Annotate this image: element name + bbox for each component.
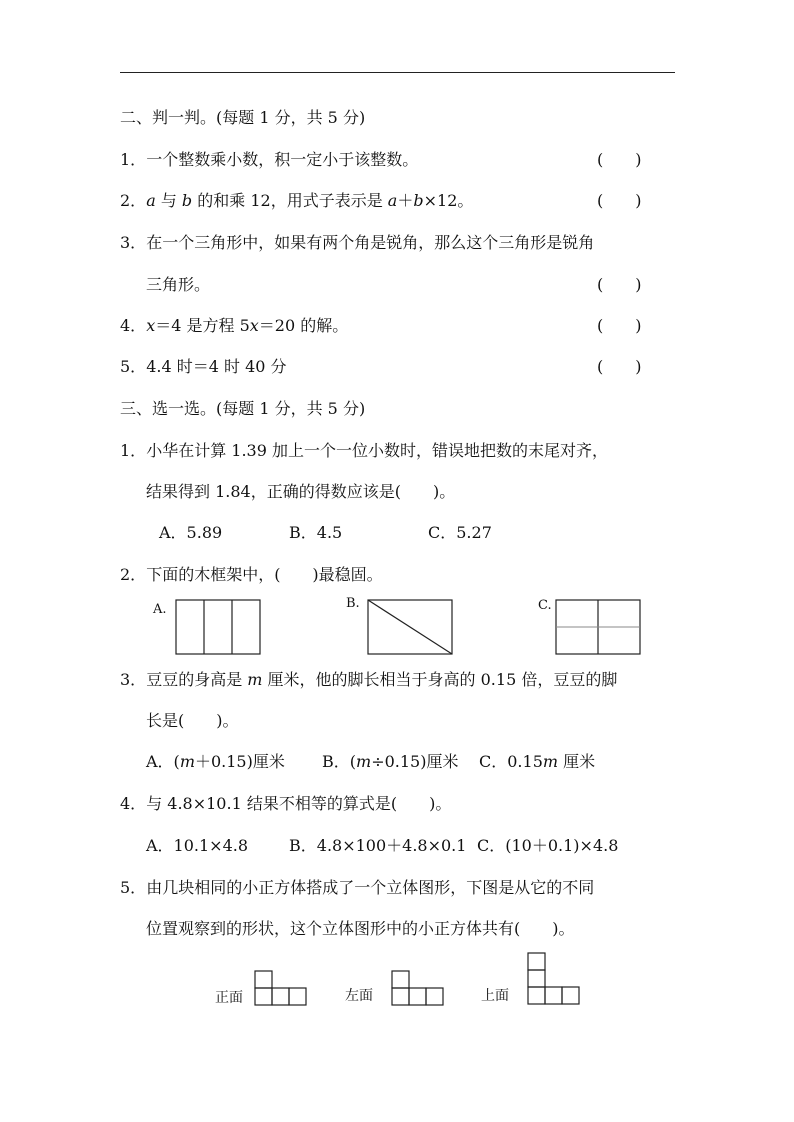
section2-title: 二、判一判。(每题 1 分，共 5 分) [120,108,366,127]
s3-q1-cont: 结果得到 1.84，正确的得数应该是( )。 [146,482,456,501]
option-b[interactable]: B．4.8×100＋4.8×0.1 [289,836,467,855]
option-a[interactable]: A．10.1×4.8 [146,836,249,855]
view-label-left: 左面 [345,988,373,1004]
item-text: ＝20 的解。 [258,316,349,335]
var-b: b [181,191,193,210]
s2-item-3 [120,233,594,253]
option-text: C．0.15 [479,752,543,771]
s2-item-1 [120,150,418,170]
answer-blank-4[interactable]: ( ) [597,316,642,335]
frame-label-a: A. [153,602,167,617]
item-text: ＋ [397,191,414,210]
var-b: b [413,191,424,210]
option-text: B．( [322,752,357,771]
item-text: 一个整数乘小数，积一定小于该整数。 [146,150,419,169]
top-view-figure [527,952,581,1010]
option-text: ＋0.15)厘米 [194,752,285,771]
frame-b-figure[interactable] [367,599,453,655]
item-text: ＝4 是方程 5 [155,316,250,335]
var-a: a [146,191,156,210]
item-number: 5． [120,878,147,897]
option-text: ÷0.15)厘米 [371,752,459,771]
item-number: 1． [120,150,147,169]
view-label-top: 上面 [481,988,509,1004]
item-text: 下面的木框架中，( )最稳固。 [146,565,383,584]
section3-title: 三、选一选。(每题 1 分，共 5 分) [120,399,366,418]
item-number: 3． [120,670,147,689]
var-m: m [542,752,559,771]
front-view-figure [254,970,308,1010]
var-x: x [146,316,156,335]
option-c[interactable] [479,752,595,772]
item-text: 与 [155,191,182,210]
item-text: 的和乘 12，用式子表示是 [192,191,388,210]
top-rule [120,72,675,73]
item-text: 在一个三角形中，如果有两个角是锐角，那么这个三角形是锐角 [146,233,595,252]
frame-label-b: B. [346,596,360,611]
item-number: 5． [120,357,147,376]
s2-item-5 [120,357,287,377]
s3-q3 [120,670,617,690]
item-text: 厘米，他的脚长相当于身高的 0.15 倍，豆豆的脚 [262,670,618,689]
s3-q5 [120,878,594,898]
item-number: 4． [120,316,147,335]
s3-q1 [120,441,608,461]
option-text: 厘米 [558,752,596,771]
var-m: m [247,670,263,689]
item-text: 小华在计算 1.39 加上一个一位小数时，错误地把数的末尾对齐， [146,441,608,460]
s2-item-3-cont: 三角形。 [146,275,211,294]
item-text: 4.4 时＝4 时 40 分 [146,357,287,376]
item-number: 2． [120,191,147,210]
s3-q5-cont: 位置观察到的形状，这个立体图形中的小正方体共有( )。 [146,919,575,938]
frame-a-figure[interactable] [175,599,261,655]
answer-blank-3[interactable]: ( ) [597,275,642,294]
view-label-front: 正面 [215,990,243,1006]
item-number: 3． [120,233,147,252]
item-text: 豆豆的身高是 [146,670,248,689]
item-number: 1． [120,441,147,460]
option-c[interactable]: C．(10＋0.1)×4.8 [477,836,619,855]
left-view-figure [391,970,445,1010]
option-text: A．( [146,752,180,771]
option-b[interactable] [322,752,458,772]
answer-blank-2[interactable]: ( ) [597,191,642,210]
frame-label-c: C. [538,598,552,613]
s3-q2 [120,565,383,585]
s3-q3-cont: 长是( )。 [146,711,239,730]
answer-blank-1[interactable]: ( ) [597,150,642,169]
option-c[interactable]: C．5.27 [428,523,492,542]
option-a[interactable] [146,752,285,772]
var-x: x [249,316,259,335]
option-b[interactable]: B．4.5 [289,523,343,542]
s3-q4 [120,794,451,814]
s2-item-2 [120,191,473,211]
var-a: a [387,191,398,210]
var-m: m [356,752,372,771]
s2-item-4 [120,316,348,336]
option-a[interactable]: A．5.89 [159,523,223,542]
item-number: 4． [120,794,147,813]
answer-blank-5[interactable]: ( ) [597,357,642,376]
frame-c-figure[interactable] [555,599,641,655]
item-number: 2． [120,565,147,584]
item-text: ×12。 [423,191,474,210]
item-text: 与 4.8×10.1 结果不相等的算式是( )。 [146,794,452,813]
var-m: m [179,752,195,771]
item-text: 由几块相同的小正方体搭成了一个立体图形，下图是从它的不同 [146,878,595,897]
